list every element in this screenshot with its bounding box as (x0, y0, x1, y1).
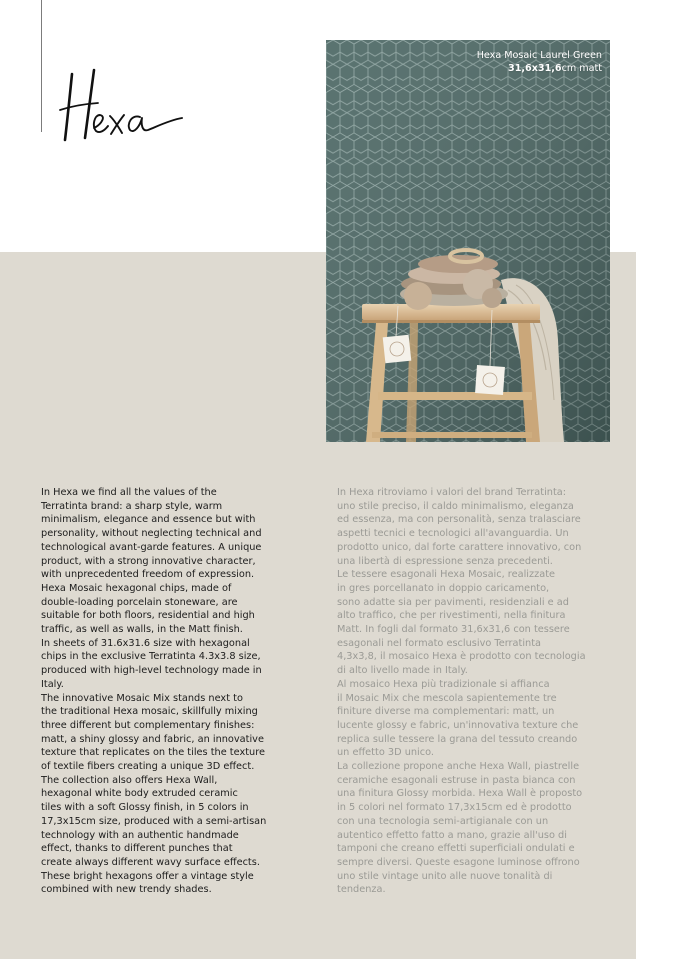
en-paragraph: The collection also offers Hexa Wall, hexagonal white body extruded ceramic tiles with a soft Glossy finish, in 5 colors in 17,3x15cm size, produced with a semi-artisan technology with an authentic handmade effect, thanks to different punches that create always different wavy surface effects. These bright hexagons offer a vintage style combined with new trendy shades. (41, 774, 267, 896)
hexa-tile-scene (326, 40, 610, 442)
it-paragraph: La collezione propone anche Hexa Wall, piastrelle ceramiche esagonali estruse in pasta bianca con una finitura Glossy morbida. Hexa Wall è proposto in 5 colori nel formato 17,3x15cm ed è prodotto con una tecnologia semi-artigianale con un autentico effetto fatto a mano, grazie all'uso di tamponi che creano effetti superficiali ondulati e sempre diversi. Queste esagone luminose offrono uno stile vintage unito alle nuove tonalità di tendenza. (337, 761, 583, 896)
it-paragraph: Al mosaico Hexa più tradizionale si affianca il Mosaic Mix che mescola sapientemente tre finiture diverse ma complementari: matt, un lucente glossy e fabric, un'innovativa texture che replica sulle tessere la grana del tessuto creando un effetto 3D unico. (337, 678, 579, 759)
it-paragraph: Le tessere esagonali Hexa Mosaic, realizzate in gres porcellanato in doppio caricamento, sono adatte sia per pavimenti, residenziali e ad alto traffico, che per rivestimenti, nella finitura Matt. In fogli dal formato 31,6x31,6 con tessere esagonali nel formato esclusivo Terratinta 4,3x3,8, il mosaico Hexa è prodotto con tecnologia di alto livello made in Italy. (337, 569, 586, 677)
caption-size-unit: cm matt (561, 63, 602, 74)
hexa-script-logo (58, 54, 198, 154)
caption-size-value: 31,6x31,6 (508, 63, 562, 74)
it-paragraph: In Hexa ritroviamo i valori del brand Terratinta: uno stile preciso, il caldo minimalismo, eleganza ed essenza, ma con personalità, senza tralasciare aspetti tecnici e tecnologici all'avanguardia. Un prodotto unico, dal forte carattere innovativo, con una libertà di espressione senza precedenti. (337, 487, 582, 567)
en-paragraph: Hexa Mosaic hexagonal chips, made of double-loading porcelain stoneware, are suitable for both floors, residential and high traffic, as well as walls, in the Matt finish. In sheets of 31.6x31.6 size with hexagonal chips in the exclusive Terratinta 4.3x3.8 size, produced with high-level technology made in Italy. (41, 582, 262, 690)
photo-caption (477, 49, 602, 75)
caption-size (477, 62, 602, 75)
product-photo (326, 40, 610, 442)
caption-product-name: Hexa Mosaic Laurel Green (476, 50, 602, 61)
italian-text-column (337, 486, 603, 897)
vertical-rule (41, 0, 42, 132)
en-paragraph: In Hexa we find all the values of the Terratinta brand: a sharp style, warm minimalism, elegance and essence but with personality, without neglecting technical and technological avant-garde features. A unique product, with a strong innovative character, with unprecedented freedom of expression. (41, 487, 262, 581)
english-text-column (41, 486, 307, 897)
en-paragraph: The innovative Mosaic Mix stands next to the traditional Hexa mosaic, skillfully mixing three different but complementary finishes: matt, a shiny glossy and fabric, an innovative texture that replicates on the tiles the texture of textile fibers creating a unique 3D effect. (41, 692, 266, 773)
